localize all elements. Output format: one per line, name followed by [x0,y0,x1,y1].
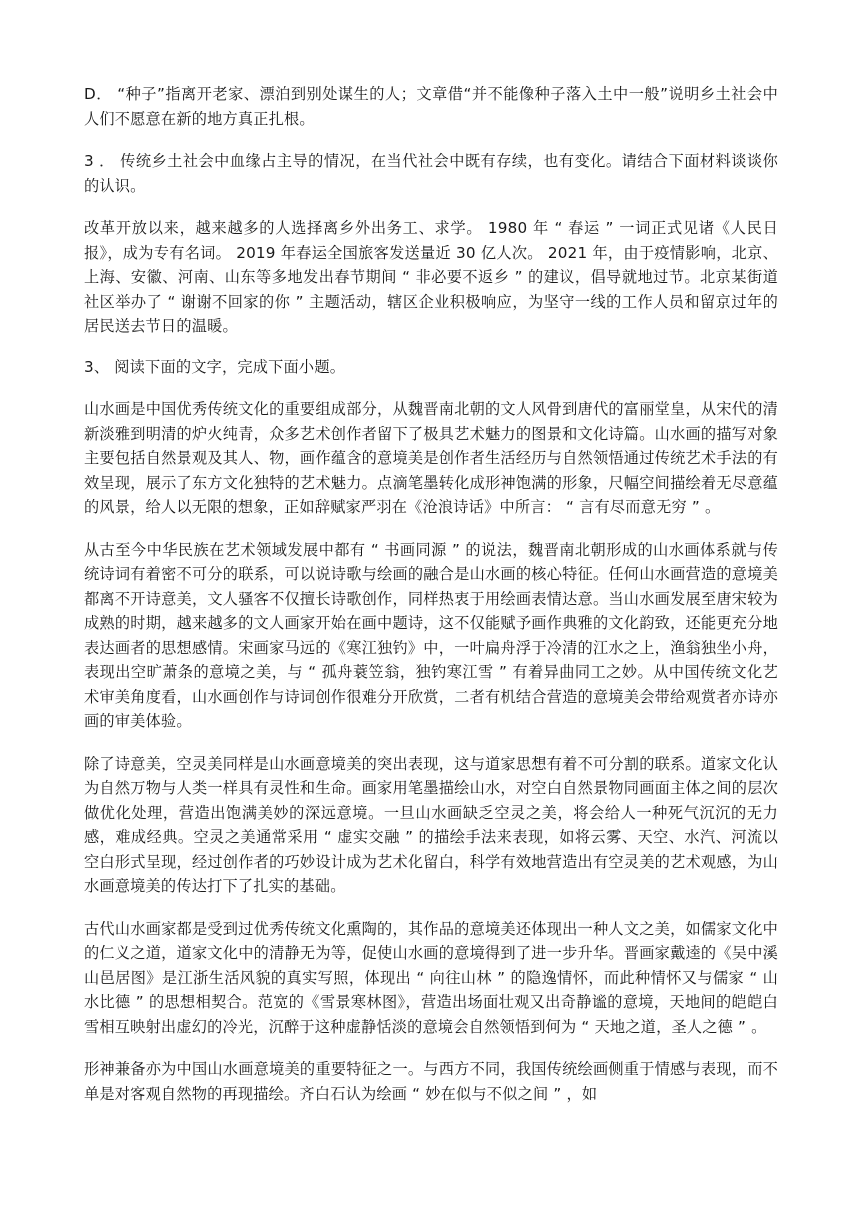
article-paragraph-1: 山水画是中国优秀传统文化的重要组成部分，从魏晋南北朝的文人风骨到唐代的富丽堂皇，从宋代的清新淡雅到明清的炉火纯青，众多艺术创作者留下了极具艺术魅力的图景和文化诗篇。山水画的描写对象主要包括自然景观及其人、物，画作蕴含的意境美是创作者生活经历与自然领悟通过传统艺术手法的有效呈现，展示了东方文化独特的艺术魅力。点滴笔墨转化成形神饱满的形象，尺幅空间描绘着无尽意蕴的风景，给人以无限的想象，正如辞赋家严羽在《沧浪诗话》中所言： “ 言有尽而意无穷 ” 。 [84,400,778,516]
document-page [84,82,778,1106]
option-d: D． “种子”指离开老家、漂泊到别处谋生的人；文章借“并不能像种子落入土中一般”说明乡土社会中人们不愿意在新的地方真正扎根。 [84,85,778,128]
section-3-heading: 3、 阅读下面的文字，完成下面小题。 [84,357,346,376]
article-paragraph-4: 古代山水画家都是受到过优秀传统文化熏陶的，其作品的意境美还体现出一种人文之美，如儒家文化中的仁义之道，道家文化中的清静无为等，促使山水画的意境得到了进一步升华。晋画家戴逵的《吴中溪山邑居图》是江浙生活风貌的真实写照，体现出 “ 向往山林 ” 的隐逸情怀，而此种情怀又与儒家 “ 山水比德 ” 的思想相契合。范宽的《雪景寒林图》，营造出场面壮观又出奇静谧的意境，天地间的皑皑白雪相互映射出虚幻的冷光，沉醉于这种虚静恬淡的意境会自然领悟到何为 “ 天地之道，圣人之德 ” 。 [84,919,778,1036]
article-paragraph-5: 形神兼备亦为中国山水画意境美的重要特征之一。与西方不同，我国传统绘画侧重于情感与表现，而不单是对客观自然物的再现描绘。齐白石认为绘画 “ 妙在似与不似之间 ” ，如 [84,1060,778,1103]
article-paragraph-3: 除了诗意美，空灵美同样是山水画意境美的突出表现，这与道家思想有着不可分割的联系。道家文化认为自然万物与人类一样具有灵性和生命。画家用笔墨描绘山水，对空白自然景物同画面主体之间的层次做优化处理，营造出饱满美妙的深远意境。一旦山水画缺乏空灵之美，将会给人一种死气沉沉的无力感，难成经典。空灵之美通常采用 “ 虚实交融 ” 的描绘手法来表现，如将云雾、天空、水汽、河流以空白形式呈现，经过创作者的巧妙设计成为艺术化留白，科学有效地营造出有空灵美的艺术观感，为山水画意境美的传达打下了扎实的基础。 [84,754,778,895]
question-3: 3 ． 传统乡土社会中血缘占主导的情况，在当代社会中既有存续，也有变化。请结合下面材料谈谈你的认识。 [84,152,778,195]
article-paragraph-2: 从古至今中华民族在艺术领域发展中都有 “ 书画同源 ” 的说法，魏晋南北朝形成的山水画体系就与传统诗词有着密不可分的联系，可以说诗歌与绘画的融合是山水画的核心特征。任何山水画营造的意境美都离不开诗意美，文人骚客不仅擅长诗歌创作，同样热衷于用绘画表情达意。当山水画发展至唐宋较为成熟的时期，越来越多的文人画家开始在画中题诗，这不仅能赋予画作典雅的文化韵致，还能更充分地表达画者的思想感情。宋画家马远的《寒江独钓》中，一叶扁舟浮于冷清的江水之上，渔翁独坐小舟，表现出空旷萧条的意境之美，与 “ 孤舟蓑笠翁，独钓寒江雪 ” 有着异曲同工之妙。从中国传统文化艺术审美角度看，山水画创作与诗词创作很难分开欣赏，二者有机结合营造的意境美会带给观赏者亦诗亦画的审美体验。 [84,540,778,730]
material-paragraph: 改革开放以来，越来越多的人选择离乡外出务工、求学。 1980 年 “ 春运 ” 一词正式见诸《人民日报》，成为专有名词。 2019 年春运全国旅客发送量近 30 亿人次。 2021 年，由于疫情影响，北京、上海、安徽、河南、山东等多地发出春节期间 “ 非必要不返乡 ” 的建议，倡导就地过节。北京某街道社区举办了 “ 谢谢不回家的你 ” 主题活动，辖区企业积极响应，为坚守一线的工作人员和留京过年的居民送去节日的温暖。 [84,219,778,335]
